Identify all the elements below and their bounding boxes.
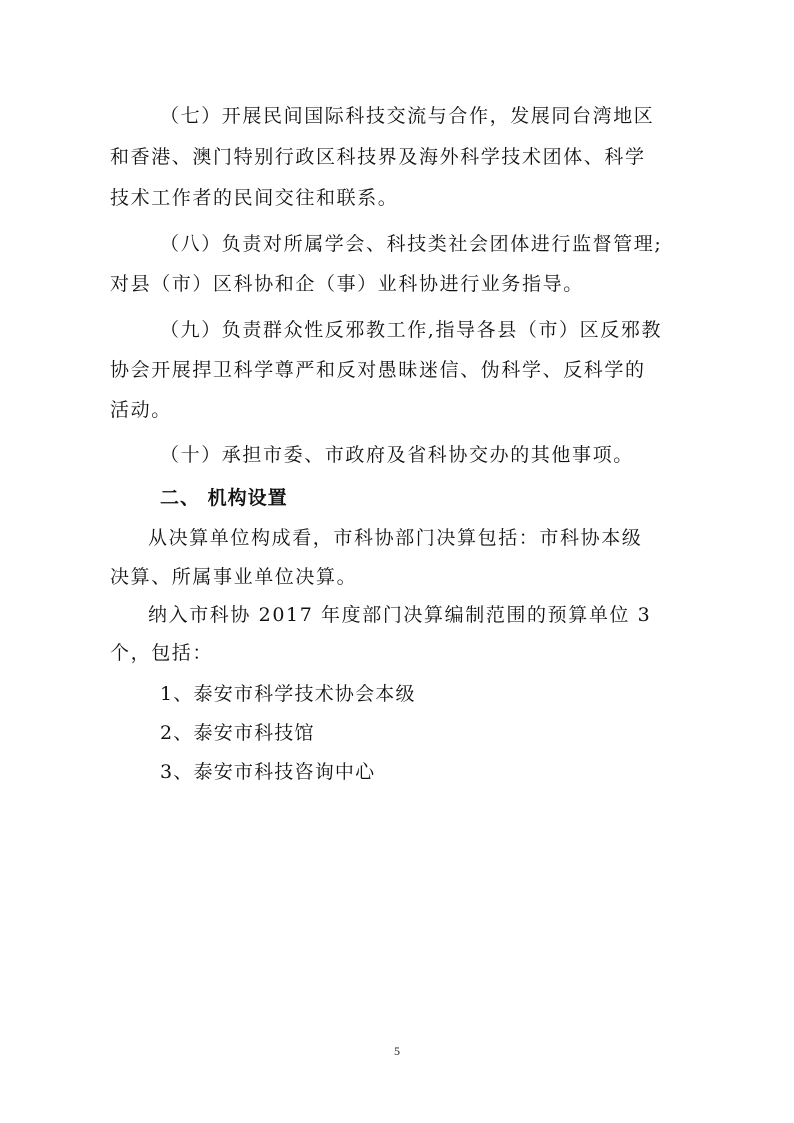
paragraph-7-line-1: （七）开展民间国际科技交流与合作，发展同台湾地区 xyxy=(160,105,655,127)
section-paragraph-1-line-1: 从决算单位构成看，市科协部门决算包括：市科协本级 xyxy=(148,527,643,549)
paragraph-7-line-3: 技术工作者的民间交往和联系。 xyxy=(110,187,399,209)
section-paragraph-1-line-2: 决算、所属事业单位决算。 xyxy=(110,566,358,588)
paragraph-8-line-1: （八）负责对所属学会、科技类社会团体进行监督管理; xyxy=(160,233,663,255)
paragraph-8-line-2: 对县（市）区科协和企（事）业科协进行业务指导。 xyxy=(110,273,584,295)
section-paragraph-2-line-2: 个，包括： xyxy=(110,642,214,664)
page-number: 5 xyxy=(394,1044,400,1058)
paragraph-10-line-1: （十）承担市委、市政府及省科协交办的其他事项。 xyxy=(160,444,634,466)
unit-list-item-1: 1、泰安市科学技术协会本级 xyxy=(160,683,416,705)
paragraph-7-line-2: 和香港、澳门特别行政区科技界及海外科学技术团体、科学 xyxy=(110,146,646,168)
paragraph-9-line-2: 协会开展捍卫科学尊严和反对愚昧迷信、伪科学、反科学的 xyxy=(110,359,646,381)
paragraph-9-line-1: （九）负责群众性反邪教工作,指导各县（市）区反邪教 xyxy=(160,319,663,341)
unit-list-item-3: 3、泰安市科技咨询中心 xyxy=(160,761,376,783)
section-paragraph-2-line-1: 纳入市科协 2017 年度部门决算编制范围的预算单位 3 xyxy=(148,604,652,626)
paragraph-9-line-3: 活动。 xyxy=(110,399,172,421)
section-heading: 二、 机构设置 xyxy=(160,487,288,509)
unit-list-item-2: 2、泰安市科技馆 xyxy=(160,722,315,744)
